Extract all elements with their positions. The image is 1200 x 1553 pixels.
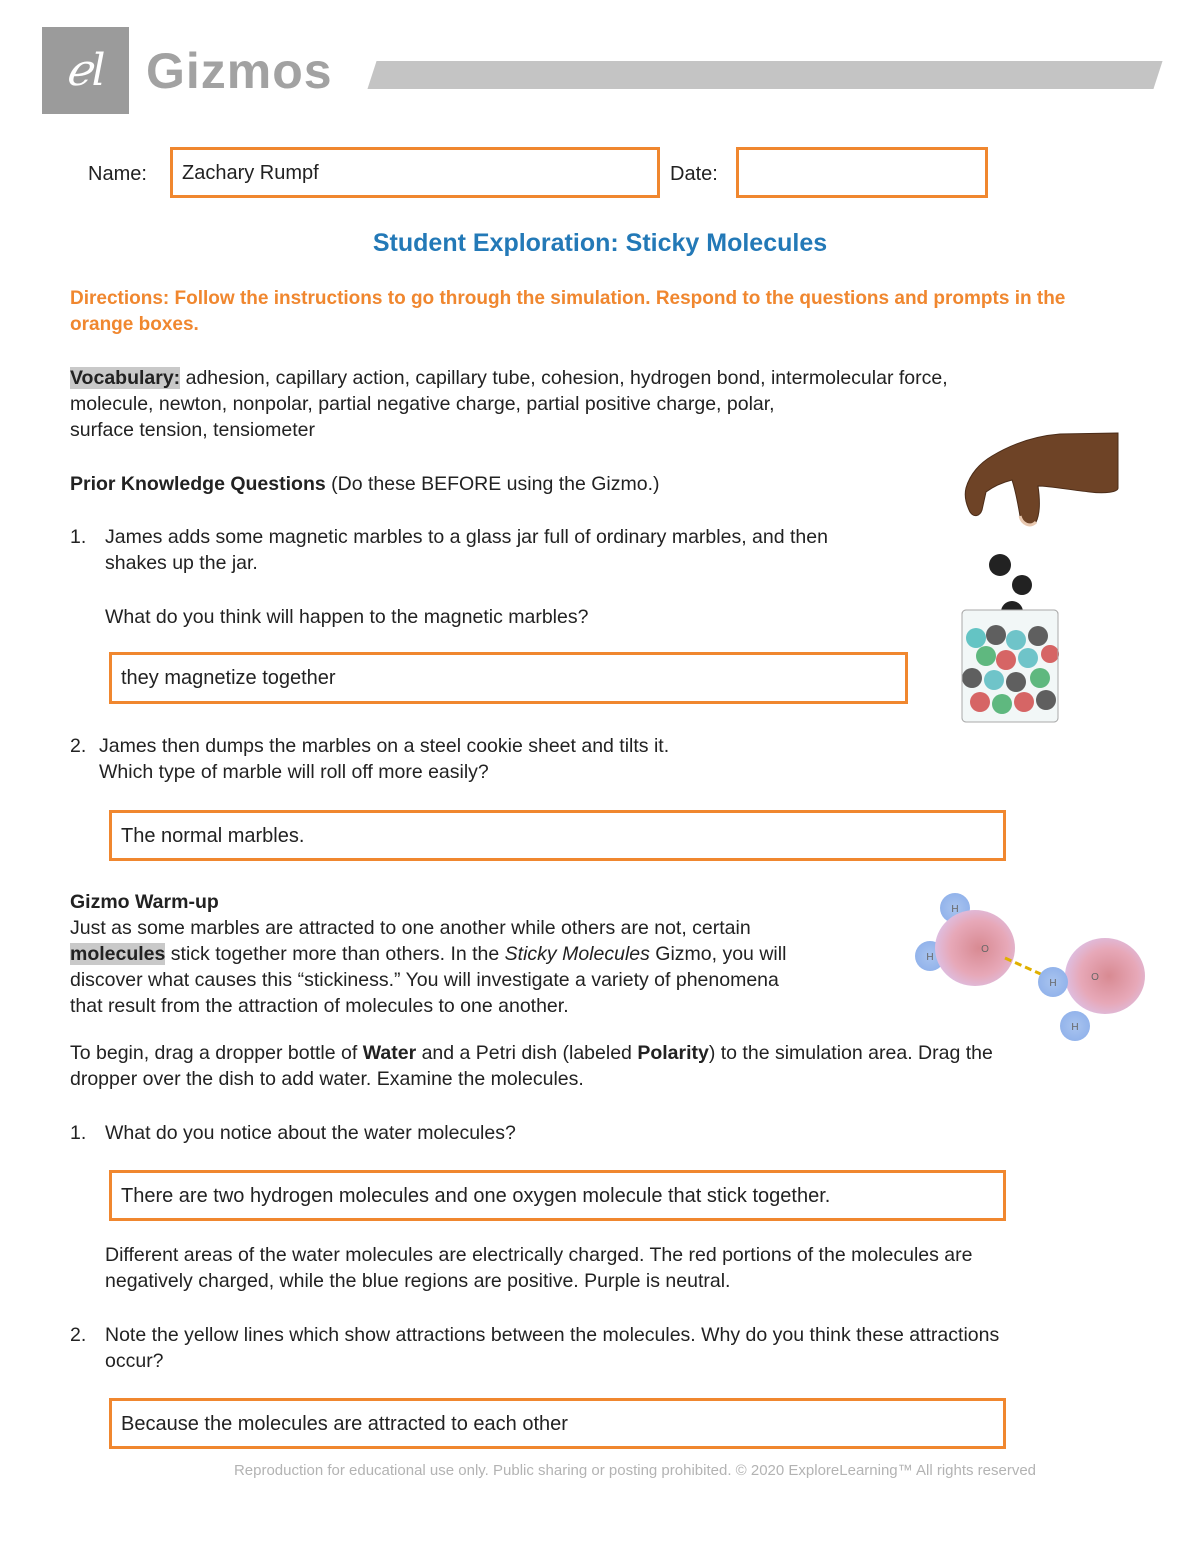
h-label: H (951, 904, 959, 915)
warmup-p2-line-1 (70, 1040, 1130, 1066)
water-molecule-1 (915, 893, 1015, 986)
warmup-q1-answer: There are two hydrogen molecules and one oxygen molecule that stick together. (121, 1184, 831, 1207)
hand-icon (965, 433, 1118, 525)
p2-text-c: ) to the simulation area. Drag the (708, 1042, 993, 1064)
warmup-q1-number: 1. (70, 1122, 87, 1144)
h-label: H (1049, 978, 1057, 989)
prior-q1-text (105, 524, 925, 576)
charge-info-line-1: Different areas of the water molecules are electrically charged. The red portions of the molecules are (105, 1244, 973, 1266)
name-value: Zachary Rumpf (182, 161, 319, 184)
date-value (739, 150, 985, 195)
warmup-line-1: Just as some marbles are attracted to one another while others are not, certain (70, 917, 751, 939)
prior-q1-answer-box[interactable] (109, 652, 908, 704)
warmup-q2-answer-box[interactable] (109, 1398, 1006, 1449)
prior-q1-prompt: What do you think will happen to the magnetic marbles? (105, 606, 589, 628)
vocabulary-line-1 (70, 365, 1090, 391)
warmup-paragraph-2 (70, 1040, 1130, 1092)
warmup-q1-text: What do you notice about the water molecules? (105, 1122, 516, 1144)
charge-info-line-2: negatively charged, while the blue regions are positive. Purple is neutral. (105, 1270, 731, 1292)
warmup-line-4: that result from the attraction of molecules to one another. (70, 995, 569, 1017)
warmup-line-2b: Gizmo, you will (649, 943, 787, 965)
prior-q2-number: 2. (70, 735, 87, 757)
o-label: O (1091, 972, 1099, 983)
prior-knowledge-note: (Do these BEFORE using the Gizmo.) (325, 473, 660, 495)
p2-text-b: and a Petri dish (labeled (416, 1042, 638, 1064)
footer-copyright: Reproduction for educational use only. Public sharing or posting prohibited. © 2020 ExploreLearning™ All rights reserved (233, 1462, 1037, 1479)
warmup-line-2a: stick together more than others. In the (165, 943, 505, 965)
warmup-paragraph-1 (70, 889, 890, 1019)
molecules-term: molecules (70, 943, 166, 965)
vocabulary-section (70, 365, 1090, 443)
p2-text-a: To begin, drag a dropper bottle of (70, 1042, 363, 1064)
warmup-q2-answer: Because the molecules are attracted to each other (121, 1412, 568, 1435)
water-molecule-2 (1038, 938, 1145, 1041)
prior-knowledge-heading: Prior Knowledge Questions (70, 473, 326, 495)
vocabulary-label: Vocabulary: (70, 367, 181, 389)
name-label: Name: (88, 163, 147, 185)
h-label: H (926, 952, 934, 963)
vocabulary-text-1: adhesion, capillary action, capillary tube, cohesion, hydrogen bond, intermolecular force, (180, 367, 948, 389)
h-label: H (1071, 1022, 1079, 1033)
warmup-line-2 (70, 941, 890, 967)
prior-q1-line-2: shakes up the jar. (105, 552, 258, 574)
warmup-q2-line-1: Note the yellow lines which show attractions between the molecules. Why do you think these attractions (105, 1324, 1000, 1346)
water-molecules-illustration (905, 888, 1155, 1048)
warmup-q2-line-2: occur? (105, 1350, 164, 1372)
date-field[interactable] (736, 147, 988, 198)
water-term: Water (362, 1042, 417, 1064)
vocabulary-line-2: molecule, newton, nonpolar, partial negative charge, partial positive charge, polar, (70, 393, 775, 415)
prior-q1-number: 1. (70, 526, 87, 548)
prior-q2-answer: The normal marbles. (121, 824, 305, 847)
explorelearning-logo-icon: ℯl (65, 45, 106, 96)
vocabulary-line-3: surface tension, tensiometer (70, 419, 315, 441)
falling-marble-1 (989, 554, 1011, 576)
name-field[interactable] (170, 147, 660, 198)
prior-q2-answer-box[interactable] (109, 810, 1006, 861)
prior-q1-line-1: James adds some magnetic marbles to a glass jar full of ordinary marbles, and then (105, 526, 828, 548)
hand-jar-illustration (940, 430, 1130, 730)
gizmo-title: Sticky Molecules (504, 943, 650, 965)
prior-knowledge-heading-row (70, 471, 660, 497)
o-label: O (981, 944, 989, 955)
prior-q2-line-1: James then dumps the marbles on a steel cookie sheet and tilts it. (99, 735, 670, 757)
date-label: Date: (670, 163, 718, 185)
prior-q1-answer: they magnetize together (121, 667, 336, 689)
page-title: Student Exploration: Sticky Molecules (372, 229, 828, 257)
jar-icon (962, 610, 1059, 722)
prior-q2-text (99, 733, 919, 785)
prior-q2-line-2: Which type of marble will roll off more easily? (99, 761, 489, 783)
warmup-q2-number: 2. (70, 1324, 87, 1346)
header-bar (367, 61, 1162, 89)
warmup-q2-text (105, 1322, 1115, 1374)
directions: Directions: Follow the instructions to go through the simulation. Respond to the questions and prompts in the orange boxes. (70, 288, 1066, 335)
hydrogen-bond-line (1005, 958, 1045, 976)
falling-marble-2 (1012, 575, 1032, 595)
warmup-p2-line-2: dropper over the dish to add water. Examine the molecules. (70, 1068, 584, 1090)
warmup-heading: Gizmo Warm-up (70, 891, 219, 913)
polarity-term: Polarity (637, 1042, 709, 1064)
brand-name: Gizmos (146, 43, 333, 99)
warmup-line-3: discover what causes this “stickiness.” You will investigate a variety of phenomena (70, 969, 779, 991)
charge-info (105, 1242, 1105, 1294)
warmup-q1-answer-box[interactable] (109, 1170, 1006, 1221)
